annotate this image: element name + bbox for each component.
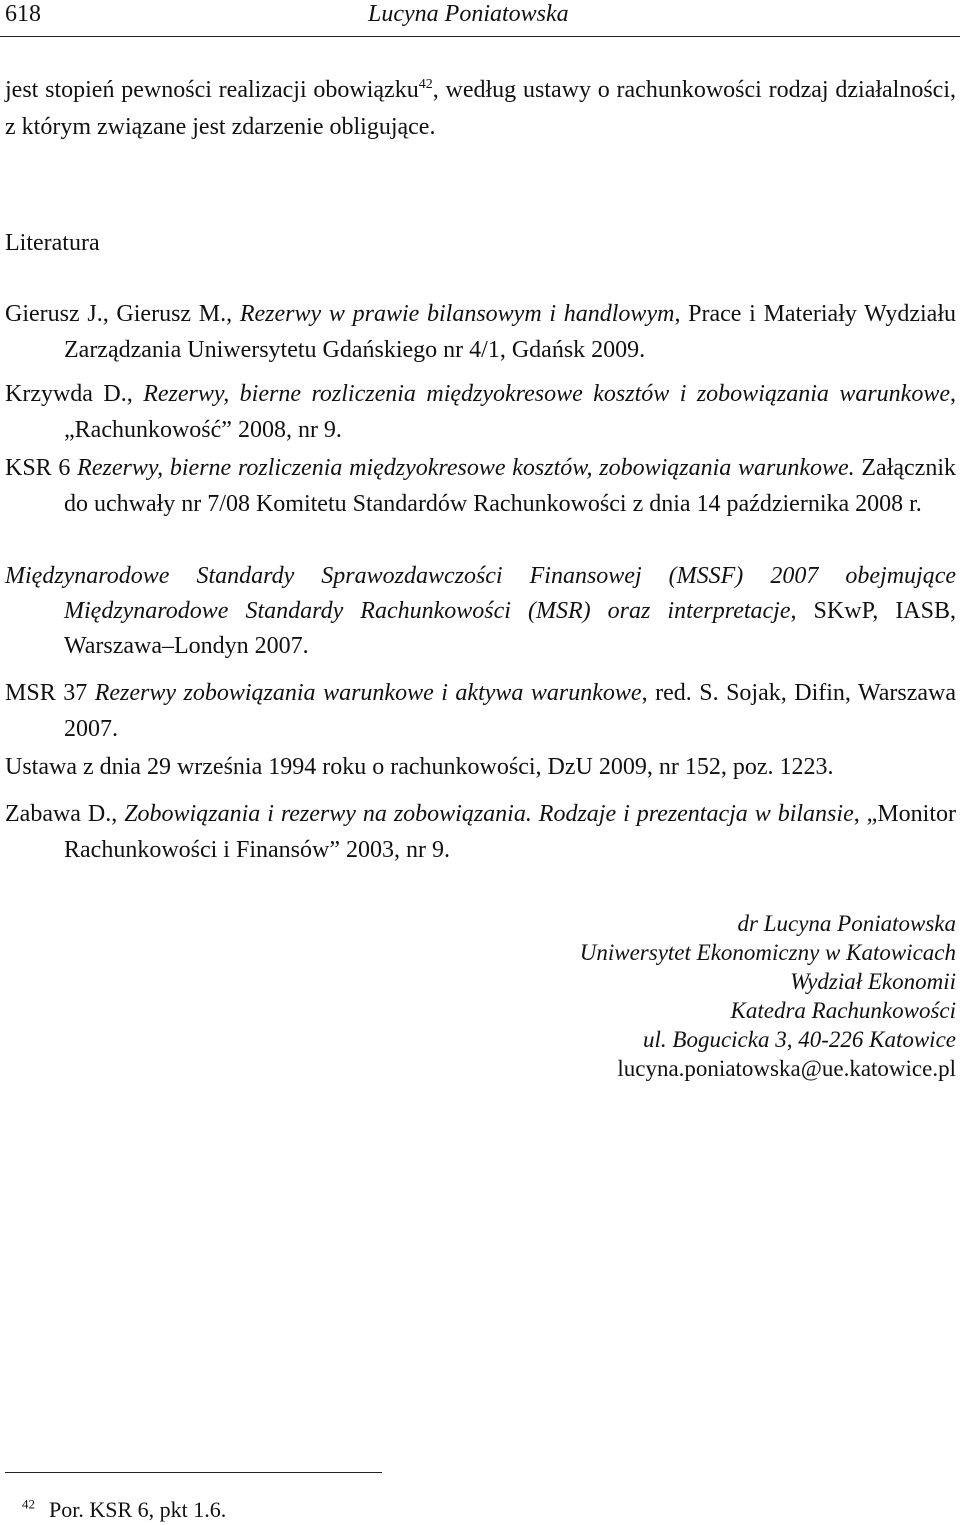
ref-author: Zabawa D., [5, 801, 125, 827]
ref-title: Rezerwy w prawie bilansowym i handlowym [239, 301, 675, 327]
footnote-divider [5, 1472, 382, 1473]
reference-item [5, 296, 956, 368]
body-text-end: , według ustawy o rachunkowości rodzaj działalności, z którym związane jest zdarzenie obligujące. [5, 77, 957, 140]
footnote-number: 42 [22, 1496, 35, 1512]
literature-heading: Literatura [5, 230, 100, 256]
footnote-reference: 42 [418, 77, 433, 92]
ref-details: , red. S. Sojak, Difin, Warszawa 2007. [64, 680, 956, 742]
author-faculty: Wydział Ekonomii [790, 969, 956, 994]
ref-details: , „Monitor Rachunkowości i Finansów” 2003, nr 9. [64, 801, 956, 863]
ref-author: Gierusz J., Gierusz M., [5, 301, 240, 327]
reference-item [5, 376, 956, 448]
reference-item [5, 450, 956, 522]
footnote-text: Por. KSR 6, pkt 1.6. [49, 1497, 227, 1522]
author-email: lucyna.poniatowska@ue.katowice.pl [617, 1056, 956, 1081]
ref-details: Załącznik do uchwały nr 7/08 Komitetu Standardów Rachunkowości z dnia 14 października 2008 r. [64, 455, 957, 517]
body-text-start: jest stopień pewności realizacji obowiązku [5, 77, 419, 103]
ref-author: Krzywda D., [5, 381, 144, 407]
ref-title: Rezerwy, bierne rozliczenia międzyokresowe kosztów i zobowiązania warunkowe [143, 381, 950, 407]
body-paragraph [5, 72, 956, 146]
ref-text: Ustawa z dnia 29 września 1994 roku o rachunkowości, DzU 2009, nr 152, poz. 1223. [5, 754, 834, 780]
ref-author: MSR 37 [5, 680, 95, 706]
running-head: Lucyna Poniatowska [368, 1, 569, 27]
ref-title: Międzynarodowe Standardy Sprawozdawczości Finansowej (MSSF) 2007 obejmujące Międzynarodowe Standardy Rachunkowości (MSR) oraz interpretacje [5, 563, 956, 624]
reference-item [5, 796, 956, 868]
ref-details: , „Rachunkowość” 2008, nr 9. [64, 381, 956, 443]
ref-details: , Prace i Materiały Wydziału Zarządzania Uniwersytetu Gdańskiego nr 4/1, Gdańsk 2009. [64, 301, 956, 363]
author-address: ul. Bogucicka 3, 40-226 Katowice [643, 1027, 956, 1052]
ref-author: KSR 6 [5, 455, 78, 481]
header-divider [0, 36, 960, 37]
ref-title: Zobowiązania i rezerwy na zobowiązania. Rodzaje i prezentacja w bilansie [124, 801, 854, 827]
ref-details: , SKwP, IASB, Warszawa–Londyn 2007. [64, 598, 956, 659]
reference-item [5, 749, 956, 785]
page-header [0, 0, 960, 36]
reference-item [5, 675, 956, 747]
author-name: dr Lucyna Poniatowska [737, 911, 956, 936]
author-signature [580, 909, 956, 1083]
author-department: Katedra Rachunkowości [730, 998, 956, 1023]
ref-title: Rezerwy zobowiązania warunkowe i aktywa warunkowe [94, 680, 642, 706]
author-university: Uniwersytet Ekonomiczny w Katowicach [579, 940, 956, 965]
reference-item [5, 559, 956, 664]
footnote [22, 1497, 226, 1523]
page-number: 618 [5, 1, 41, 27]
ref-title: Rezerwy, bierne rozliczenia międzyokresowe kosztów, zobowiązania warunkowe. [77, 455, 855, 481]
